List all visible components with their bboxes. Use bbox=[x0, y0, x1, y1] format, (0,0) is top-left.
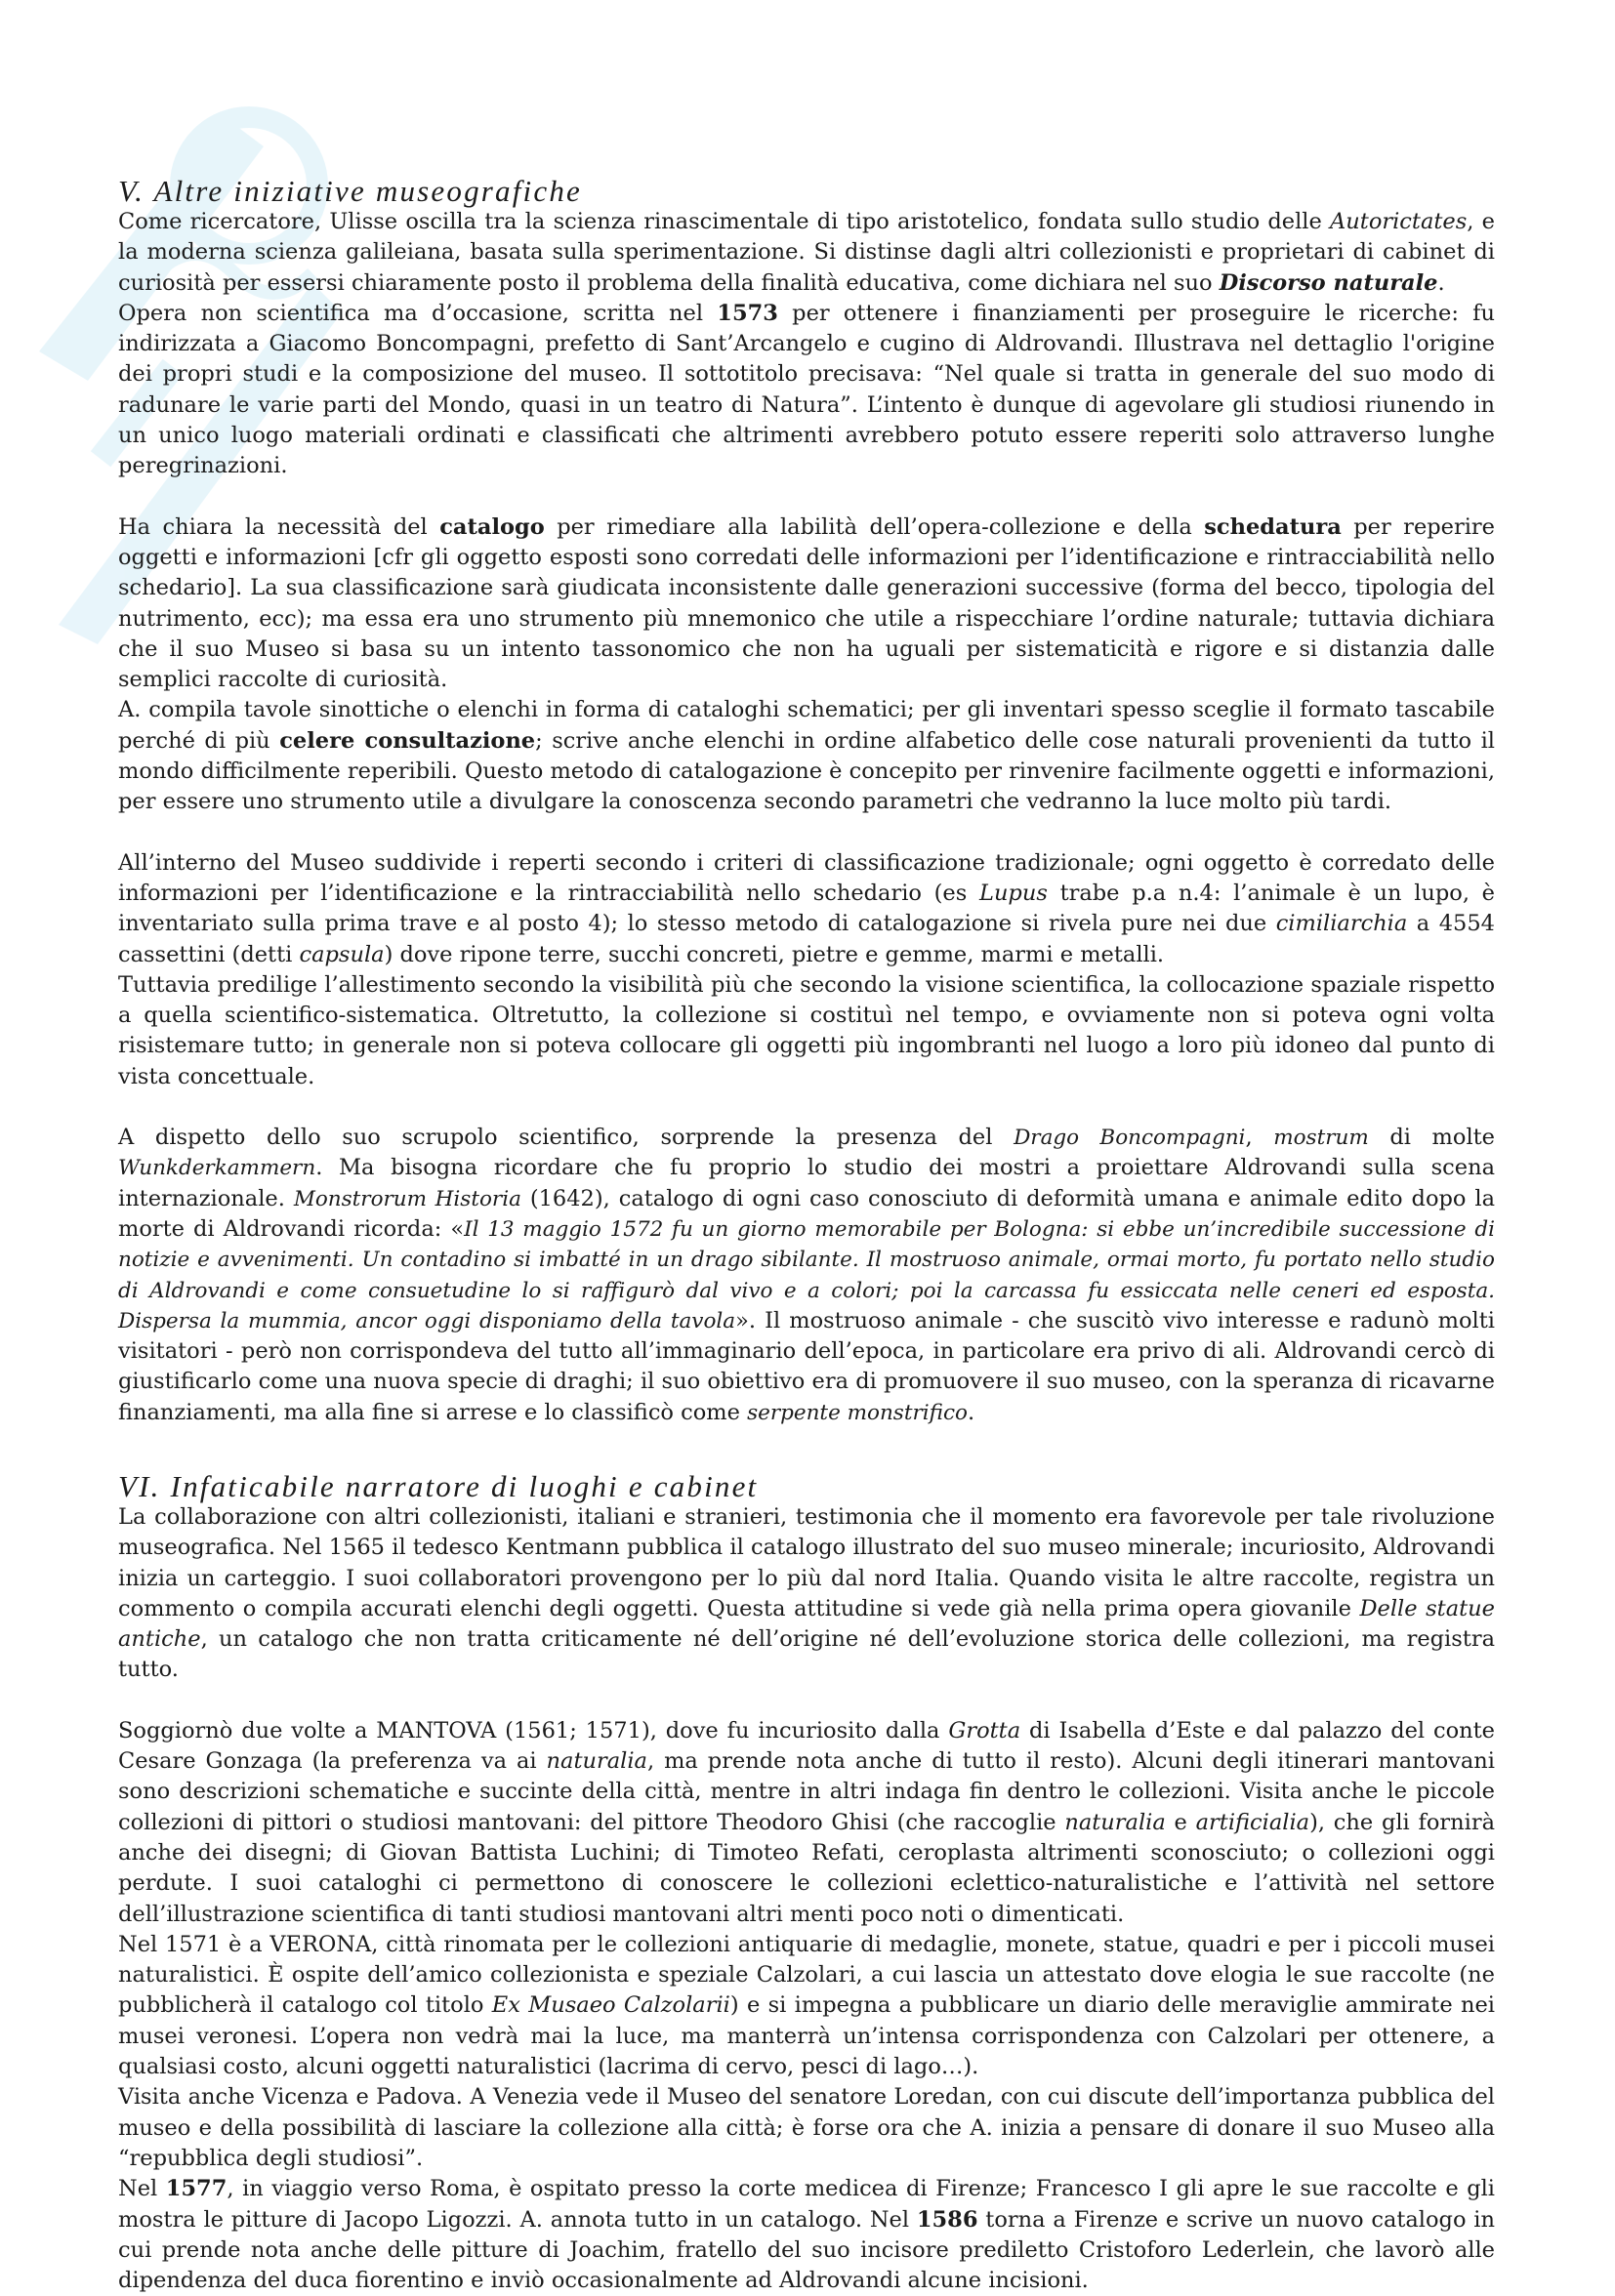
text-run: Nel 1571 è a VERONA, città rinomata per le collezioni antiquarie di medaglie, monete, statue, quadri e per i piccoli musei naturalistici. È ospite dell’amico collezionista e speziale Calzolari, a cui lascia un attestato dove elogia le sue raccolte (ne pubblicherà il catalogo col titolo bbox=[118, 1931, 1495, 2019]
italic-text: Autorictates bbox=[1330, 209, 1468, 234]
text-run: A. compila tavole sinottiche o elenchi in forma di cataloghi schematici; per gli inventari spesso sceglie il formato tascabile perché di più bbox=[118, 697, 1495, 754]
italic-text: Drago Boncompagni bbox=[1014, 1126, 1246, 1151]
text-run: (1642), catalogo di ogni caso conosciuto di deformità umana e animale edito dopo la morte di Aldrovandi ricorda: « bbox=[118, 1185, 1496, 1242]
italic-text: Delle statue antiche bbox=[118, 1595, 1495, 1653]
text-run: . bbox=[967, 1399, 975, 1425]
text-run: , bbox=[1245, 1125, 1274, 1151]
italic-text: naturalia bbox=[1064, 1809, 1166, 1835]
text-run: Nel bbox=[118, 2176, 166, 2202]
paragraph bbox=[118, 1123, 1495, 1428]
text-run: per reperire oggetti e informazioni [cfr gli oggetto esposti sono corredati delle informazioni per l’identificazione e rintracciabilità nello schedario]. La sua classificazione sarà giudicata inconsistente dalle generazioni successive (forma del becco, tipologia del nutrimento, ecc); ma essa era uno strumento più mnemonico che utile a rispecchiare l’ordine naturale; tuttavia dichiara che il suo Museo si basa su un intento tassonomico che non ha uguali per sistematicità e rigore e si distanzia dalle semplici raccolte di curiosità. bbox=[118, 513, 1495, 693]
text-run: di molte bbox=[1368, 1125, 1495, 1151]
text-run: Come ricercatore, Ulisse oscilla tra la scienza rinascimentale di tipo aristotelico, fondata sullo studio delle bbox=[118, 209, 1331, 234]
bold-text: 1577 bbox=[165, 2176, 228, 2202]
text-run: ». Il mostruoso animale - che suscitò vivo interesse e radunò molti visitatori - però non corrispondeva del tutto all’immaginario dell’epoca, in particolare era privo di ali. Aldrovandi cercò di giustificarlo come una nuova specie di draghi; il suo obiettivo era di promuovere il suo museo, con la speranza di ricavarne finanziamenti, ma alla fine si arrese e lo classificò come bbox=[118, 1307, 1495, 1425]
italic-text: Monstrorum Historia bbox=[293, 1186, 521, 1211]
section-title: V. Altre iniziative museografiche bbox=[118, 174, 582, 208]
italic-text: serpente monstrifico bbox=[747, 1400, 968, 1425]
italic-text: artificialia bbox=[1195, 1809, 1310, 1835]
paragraph bbox=[118, 848, 1495, 970]
text-run: trabe p.a n.4: l’animale è un lupo, è inventariato sulla prima trave e al posto 4); lo stesso metodo di catalogazione si rivela pure nei due bbox=[118, 880, 1495, 937]
text-run: La collaborazione con altri collezionisti, italiani e stranieri, testimonia che il momento era favorevole per tale rivoluzione museografica. Nel 1565 il tedesco Kentmann pubblica il catalogo illustrato del suo museo minerale; incuriosito, Aldrovandi inizia un carteggio. I suoi collaboratori provengono per lo più dal nord Italia. Quando visita le altre raccolte, registra un commento o compila accurati elenchi degli oggetti. Questa attitudine si vede già nella prima opera giovanile bbox=[118, 1503, 1495, 1621]
bold-text: 1573 bbox=[717, 300, 778, 326]
paragraph bbox=[118, 299, 1495, 482]
paragraph bbox=[118, 2082, 1495, 2174]
italic-text: Ex Musaeo Calzolarii bbox=[491, 1992, 730, 2019]
paragraph bbox=[118, 1502, 1495, 1686]
bold-text: celere consultazione bbox=[279, 727, 536, 754]
text-run: , in viaggio verso Roma, è ospitato presso la corte medicea di Firenze; Francesco I gli apre le sue raccolte e gli mostra le pitture di Jacopo Ligozzi. A. annota tutto in un catalogo. Nel bbox=[118, 2176, 1495, 2233]
text-run: Soggiornò due volte a MANTOVA (1561; 1571), dove fu incuriosito dalla bbox=[118, 1717, 949, 1743]
text-run: , e la moderna scienza galileiana, basata sulla sperimentazione. Si distinse dagli altri collezionisti e proprietari di cabinet di curiosità per essersi chiaramente posto il problema della finalità educativa, come dichiara nel suo bbox=[118, 209, 1495, 296]
bold-text: schedatura bbox=[1204, 513, 1342, 540]
text-run: Opera non scientifica ma d’occasione, scritta nel bbox=[118, 300, 718, 326]
text-run: ) dove ripone terre, succhi concreti, pietre e gemme, marmi e metalli. bbox=[384, 941, 1165, 967]
italic-text: Grotta bbox=[948, 1717, 1021, 1743]
italic-text: Wunkderkammern bbox=[118, 1156, 316, 1181]
text-run: per rimediare alla labilità dell’opera-collezione e della bbox=[544, 513, 1205, 540]
text-run: per ottenere i finanziamenti per proseguire le ricerche: fu indirizzata a Giacomo Boncompagni, prefetto di Sant’Arcangelo e cugino di Aldrovandi. Illustrava nel dettaglio l'origine dei propri studi e la composizione del museo. Il sottotitolo precisava: “Nel quale si tratta in generale del suo modo di radunare le varie parti del Mondo, quasi in un teatro di Natura”. L’intento è dunque di agevolare gli studiosi riunendo in un unico luogo materiali ordinati e classificati che altrimenti avrebbero potuto essere reperiti solo attraverso lunghe peregrinazioni. bbox=[118, 300, 1495, 479]
text-run: , un catalogo che non tratta criticamente né dell’origine né dell’evoluzione storica delle collezioni, ma registra tutto. bbox=[118, 1626, 1495, 1683]
paragraph bbox=[118, 1930, 1495, 2082]
text-run: di Isabella d’Este e dal palazzo del conte Cesare Gonzaga (la preferenza va ai bbox=[118, 1717, 1496, 1775]
text-run: Visita anche Vicenza e Padova. A Venezia vede il Museo del senatore Loredan, con cui discute dell’importanza pubblica del museo e della possibilità di lasciare la collezione alla città; è forse ora che A. inizia a pensare di donare il suo Museo alla “repubblica degli studiosi”. bbox=[118, 2084, 1495, 2171]
text-run: . Ma bisogna ricordare che fu proprio lo studio dei mostri a proiettare Aldrovandi sulla scena internazionale. bbox=[118, 1155, 1495, 1211]
paragraph bbox=[118, 512, 1495, 696]
text-run: . bbox=[1437, 269, 1445, 296]
bold-text: catalogo bbox=[439, 513, 545, 540]
text-run: e bbox=[1165, 1809, 1196, 1835]
text-run: torna a Firenze e scrive un nuovo catalogo in cui prende nota anche delle pitture di Joachim, fratello del suo incisore prediletto Cristoforo Lederlein, che lavorò alle dipendenza del duca fiorentino e inviò occasionalmente ad Aldrovandi alcune incisioni. bbox=[118, 2206, 1495, 2294]
italic-text: Lupus bbox=[979, 880, 1048, 906]
text-run: ; scrive anche elenchi in ordine alfabetico delle cose naturali provenienti da tutto il mondo difficilmente reperibili. Questo metodo di catalogazione è concepito per rinvenire facilmente oggetti e informazioni, per essere uno strumento utile a divulgare la conoscenza secondo parametri che vedranno la luce molto più tardi. bbox=[118, 727, 1495, 815]
italic-text: mostrum bbox=[1273, 1126, 1369, 1151]
paragraph bbox=[118, 2174, 1495, 2296]
paragraph bbox=[118, 1716, 1495, 1930]
italic-text: cimiliarchia bbox=[1275, 911, 1408, 937]
bold-italic-text: Discorso naturale bbox=[1219, 269, 1438, 296]
text-run: Tuttavia predilige l’allestimento secondo la visibilità più che secondo la visione scientifica, la collocazione spaziale rispetto a quella scientifico-sistematica. Oltretutto, la collezione si costituì nel tempo, e ovviamente non si poteva ogni volta risistemare tutto; in generale non si poteva collocare gli oggetti più ingombranti nel luogo a loro più idoneo dal punto di vista concettuale. bbox=[118, 971, 1495, 1089]
italic-text: capsula bbox=[299, 941, 385, 967]
italic-text: naturalia bbox=[546, 1748, 647, 1775]
text-run: A dispetto dello suo scrupolo scientifico, sorprende la presenza del bbox=[118, 1125, 1015, 1151]
text-run: a 4554 cassettini (detti bbox=[118, 911, 1495, 967]
paragraph bbox=[118, 695, 1495, 817]
paragraph bbox=[118, 970, 1495, 1092]
paragraph bbox=[118, 207, 1495, 299]
text-run: , ma prende nota anche di tutto il resto). Alcuni degli itinerari mantovani sono descrizioni schematiche e succinte della città, mentre in altri indaga fin dentro le collezioni. Visita anche le piccole collezioni di pittori o studiosi mantovani: del pittore Theodoro Ghisi (che raccoglie bbox=[118, 1748, 1495, 1835]
text-run: ) e si impegna a pubblicare un diario delle meraviglie ammirate nei musei veronesi. L’opera non vedrà mai la luce, ma manterrà un’intensa corrispondenza con Calzolari per ottenere, a qualsiasi costo, alcuni oggetti naturalistici (lacrima di cervo, pesci di lago…). bbox=[118, 1992, 1495, 2080]
section-title: VI. Infaticabile narratore di luoghi e cabinet bbox=[118, 1468, 759, 1503]
bold-text: 1586 bbox=[916, 2206, 978, 2233]
text-run: Ha chiara la necessità del bbox=[118, 513, 440, 540]
italic-text: Il 13 maggio 1572 fu un giorno memorabile per Bologna: si ebbe un’incredibile successione di notizie e avvenimenti. Un contadino si imbatté in un drago sibilante. Il mostruoso animale, ormai morto, fu portato nello studio di Aldrovandi e come consuetudine lo si raffigurò dal vivo e a colori; poi la carcassa fu essiccata nelle ceneri ed esposta. Dispersa la mummia, ancor oggi disponiamo della tavola bbox=[118, 1216, 1495, 1333]
text-run: All’interno del Museo suddivide i reperti secondo i criteri di classificazione tradizionale; ogni oggetto è corredato delle informazioni per l’identificazione e la rintracciabilità nello schedario (es bbox=[118, 849, 1495, 906]
document-page bbox=[118, 176, 1495, 2296]
text-run: ), che gli fornirà anche dei disegni; di Giovan Battista Luchini; di Timoteo Refati, ceroplasta altrimenti sconosciuto; o collezioni oggi perdute. I suoi cataloghi ci permettono di conoscere le collezioni eclettico-naturalistiche e l’attività nel settore dell’illustrazione scientifica di tanti studiosi mantovani altri menti poco noti o dimenticati. bbox=[118, 1809, 1496, 1927]
